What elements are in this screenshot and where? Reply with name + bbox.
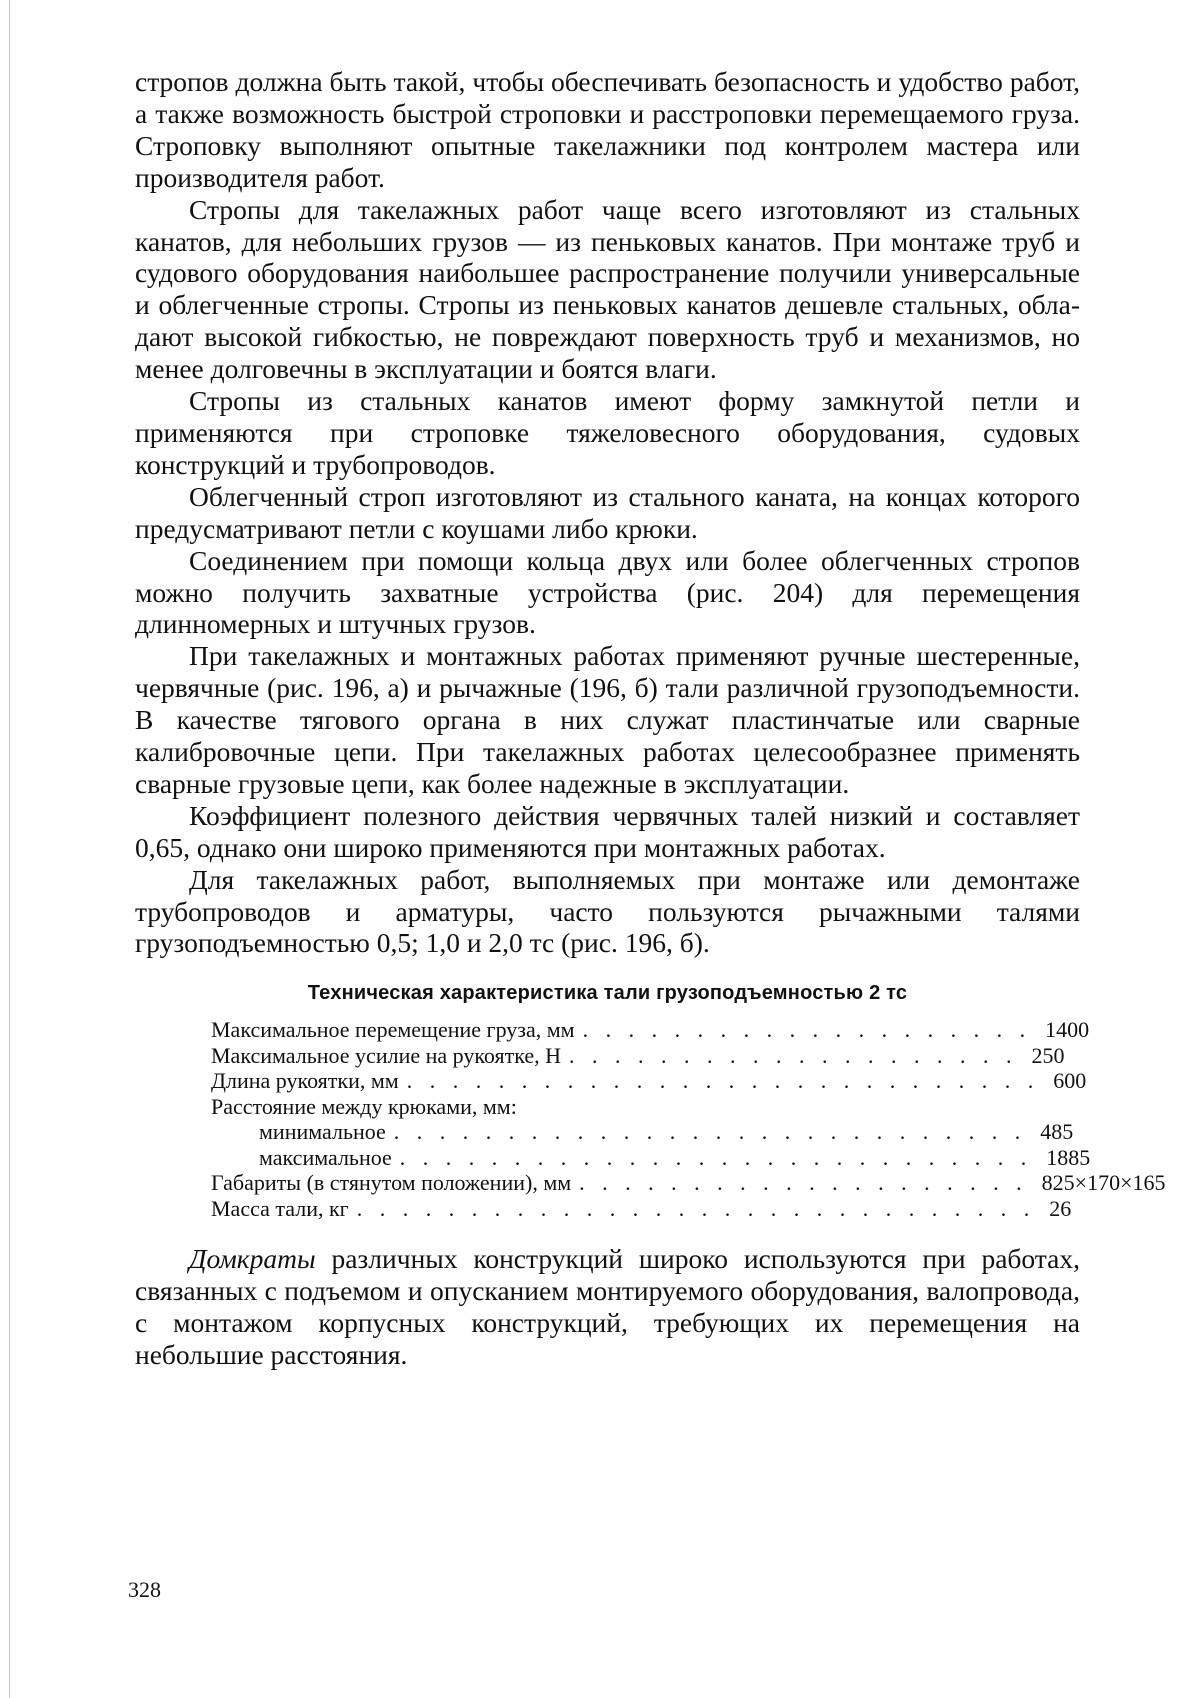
paragraph-jacks-text: различных конструкций широко используются при работах, связанных с подъемом и опусканием монтируе­мого оборудования, валопровода, с монтажом корпусных кон­струкций, требующих их перемещения на небольшие рас­стояния. [135,1243,1080,1370]
spec-label: Габариты (в стянутом положении), мм [211,1170,571,1196]
page-number: 328 [128,1577,161,1603]
dot-leader: . . . . . . . . . . . . . . . . . . . . . . . . . . . . [386,1119,1027,1145]
spec-row [211,1043,1001,1069]
dot-leader: . . . . . . . . . . . . . . . . . . . . . . . . . . . . [392,1145,1033,1171]
spec-table [211,1017,1001,1221]
spec-label: максимальное [211,1145,392,1171]
spec-value: 26 [1049,1196,1071,1222]
spec-row [211,1170,1001,1196]
paragraph-2: Стропы для такелажных работ чаще всего изготовляют из стальных канатов, для небольших грузов — из пеньковых ка­натов. При монтаже труб и судового оборудования наибольшее распространение получили универсальные и облегченные стропы. Стропы из пеньковых канатов дешевле стальных, обла­дают высокой гибкостью, не повреждают поверхность труб и механизмов, но менее долговечны в эксплуатации и боятся влаги. [135,194,1080,385]
paragraph-jacks [135,1243,1080,1371]
dot-leader: . . . . . . . . . . . . . . . . . . . . . . . . . . . . . . [349,1196,1036,1222]
body-text [135,66,1080,1371]
spec-value: 1400 [1045,1017,1089,1043]
spec-label: Масса тали, кг [211,1196,349,1222]
document-page [9,0,1201,1698]
spec-value: 600 [1053,1068,1086,1094]
paragraph-5: Соединением при помощи кольца двух или более облегчен­ных стропов можно получить захватные устройства (рис. 204) для перемещения длинномерных и штучных грузов. [135,545,1080,641]
spec-row [211,1068,1001,1094]
spec-row [211,1017,1001,1043]
spec-label: Расстояние между крюками, мм: [211,1094,517,1120]
paragraph-6: При такелажных и монтажных работах применяют ручные шестеренные, червячные (рис. 196, а) и рычажные (196, б) тали различной грузоподъемности. В качестве тягового органа в них служат пластинчатые или сварные калибровочные цепи. При такелажных работах целесообразнее применять сварные грузо­вые цепи, как более надежные в эксплуатации. [135,640,1080,800]
paragraph-7: Коэффициент полезного действия червячных талей низкий и составляет 0,65, однако они широко применяются при мон­тажных работах. [135,800,1080,864]
spec-label: Длина рукоятки, мм [211,1068,399,1094]
spec-row [211,1196,1001,1222]
spec-value: 250 [1032,1043,1065,1069]
emphasis-term: Домкраты [189,1243,316,1274]
paragraph-1: стропов должна быть такой, чтобы обеспечивать безопасность и удобство работ, а также возможность быстрой строповки и расстроповки перемещаемого груза. Строповку выполняют опытные такелажники под контролем мастера или производи­теля работ. [135,66,1080,194]
spec-row [211,1145,1001,1171]
spec-row [211,1094,1001,1120]
dot-leader: . . . . . . . . . . . . . . . . . . . . . . . . . . . . [399,1068,1040,1094]
spec-table-title: Техническая характеристика тали грузоподъемностью 2 тс [135,981,1080,1005]
spec-row [211,1119,1001,1145]
dot-leader: . . . . . . . . . . . . . . . . . . . . [571,1170,1028,1196]
spec-value: 485 [1040,1119,1073,1145]
dot-leader: . . . . . . . . . . . . . . . . . . . . [575,1017,1032,1043]
spec-label: Максимальное усилие на рукоятке, Н [211,1043,561,1069]
paragraph-8: Для такелажных работ, выполняемых при монтаже или де­монтаже трубопроводов и арматуры, часто пользуются рычаж­ными талями грузоподъемностью 0,5; 1,0 и 2,0 тс (рис. 196, б). [135,864,1080,960]
paragraph-4: Облегченный строп изготовляют из стального каната, на концах которого предусматривают петли с коушами либо крюки. [135,481,1080,545]
spec-value: 825×170×165 [1042,1170,1166,1196]
spec-label: Максимальное перемещение груза, мм [211,1017,575,1043]
spec-value: 1885 [1046,1145,1090,1171]
spec-label: минимальное [211,1119,386,1145]
dot-leader: . . . . . . . . . . . . . . . . . . . . [561,1043,1018,1069]
paragraph-3: Стропы из стальных канатов имеют форму замкнутой петли и применяются при строповке тяжеловесного оборудования, су­довых конструкций и трубопроводов. [135,385,1080,481]
